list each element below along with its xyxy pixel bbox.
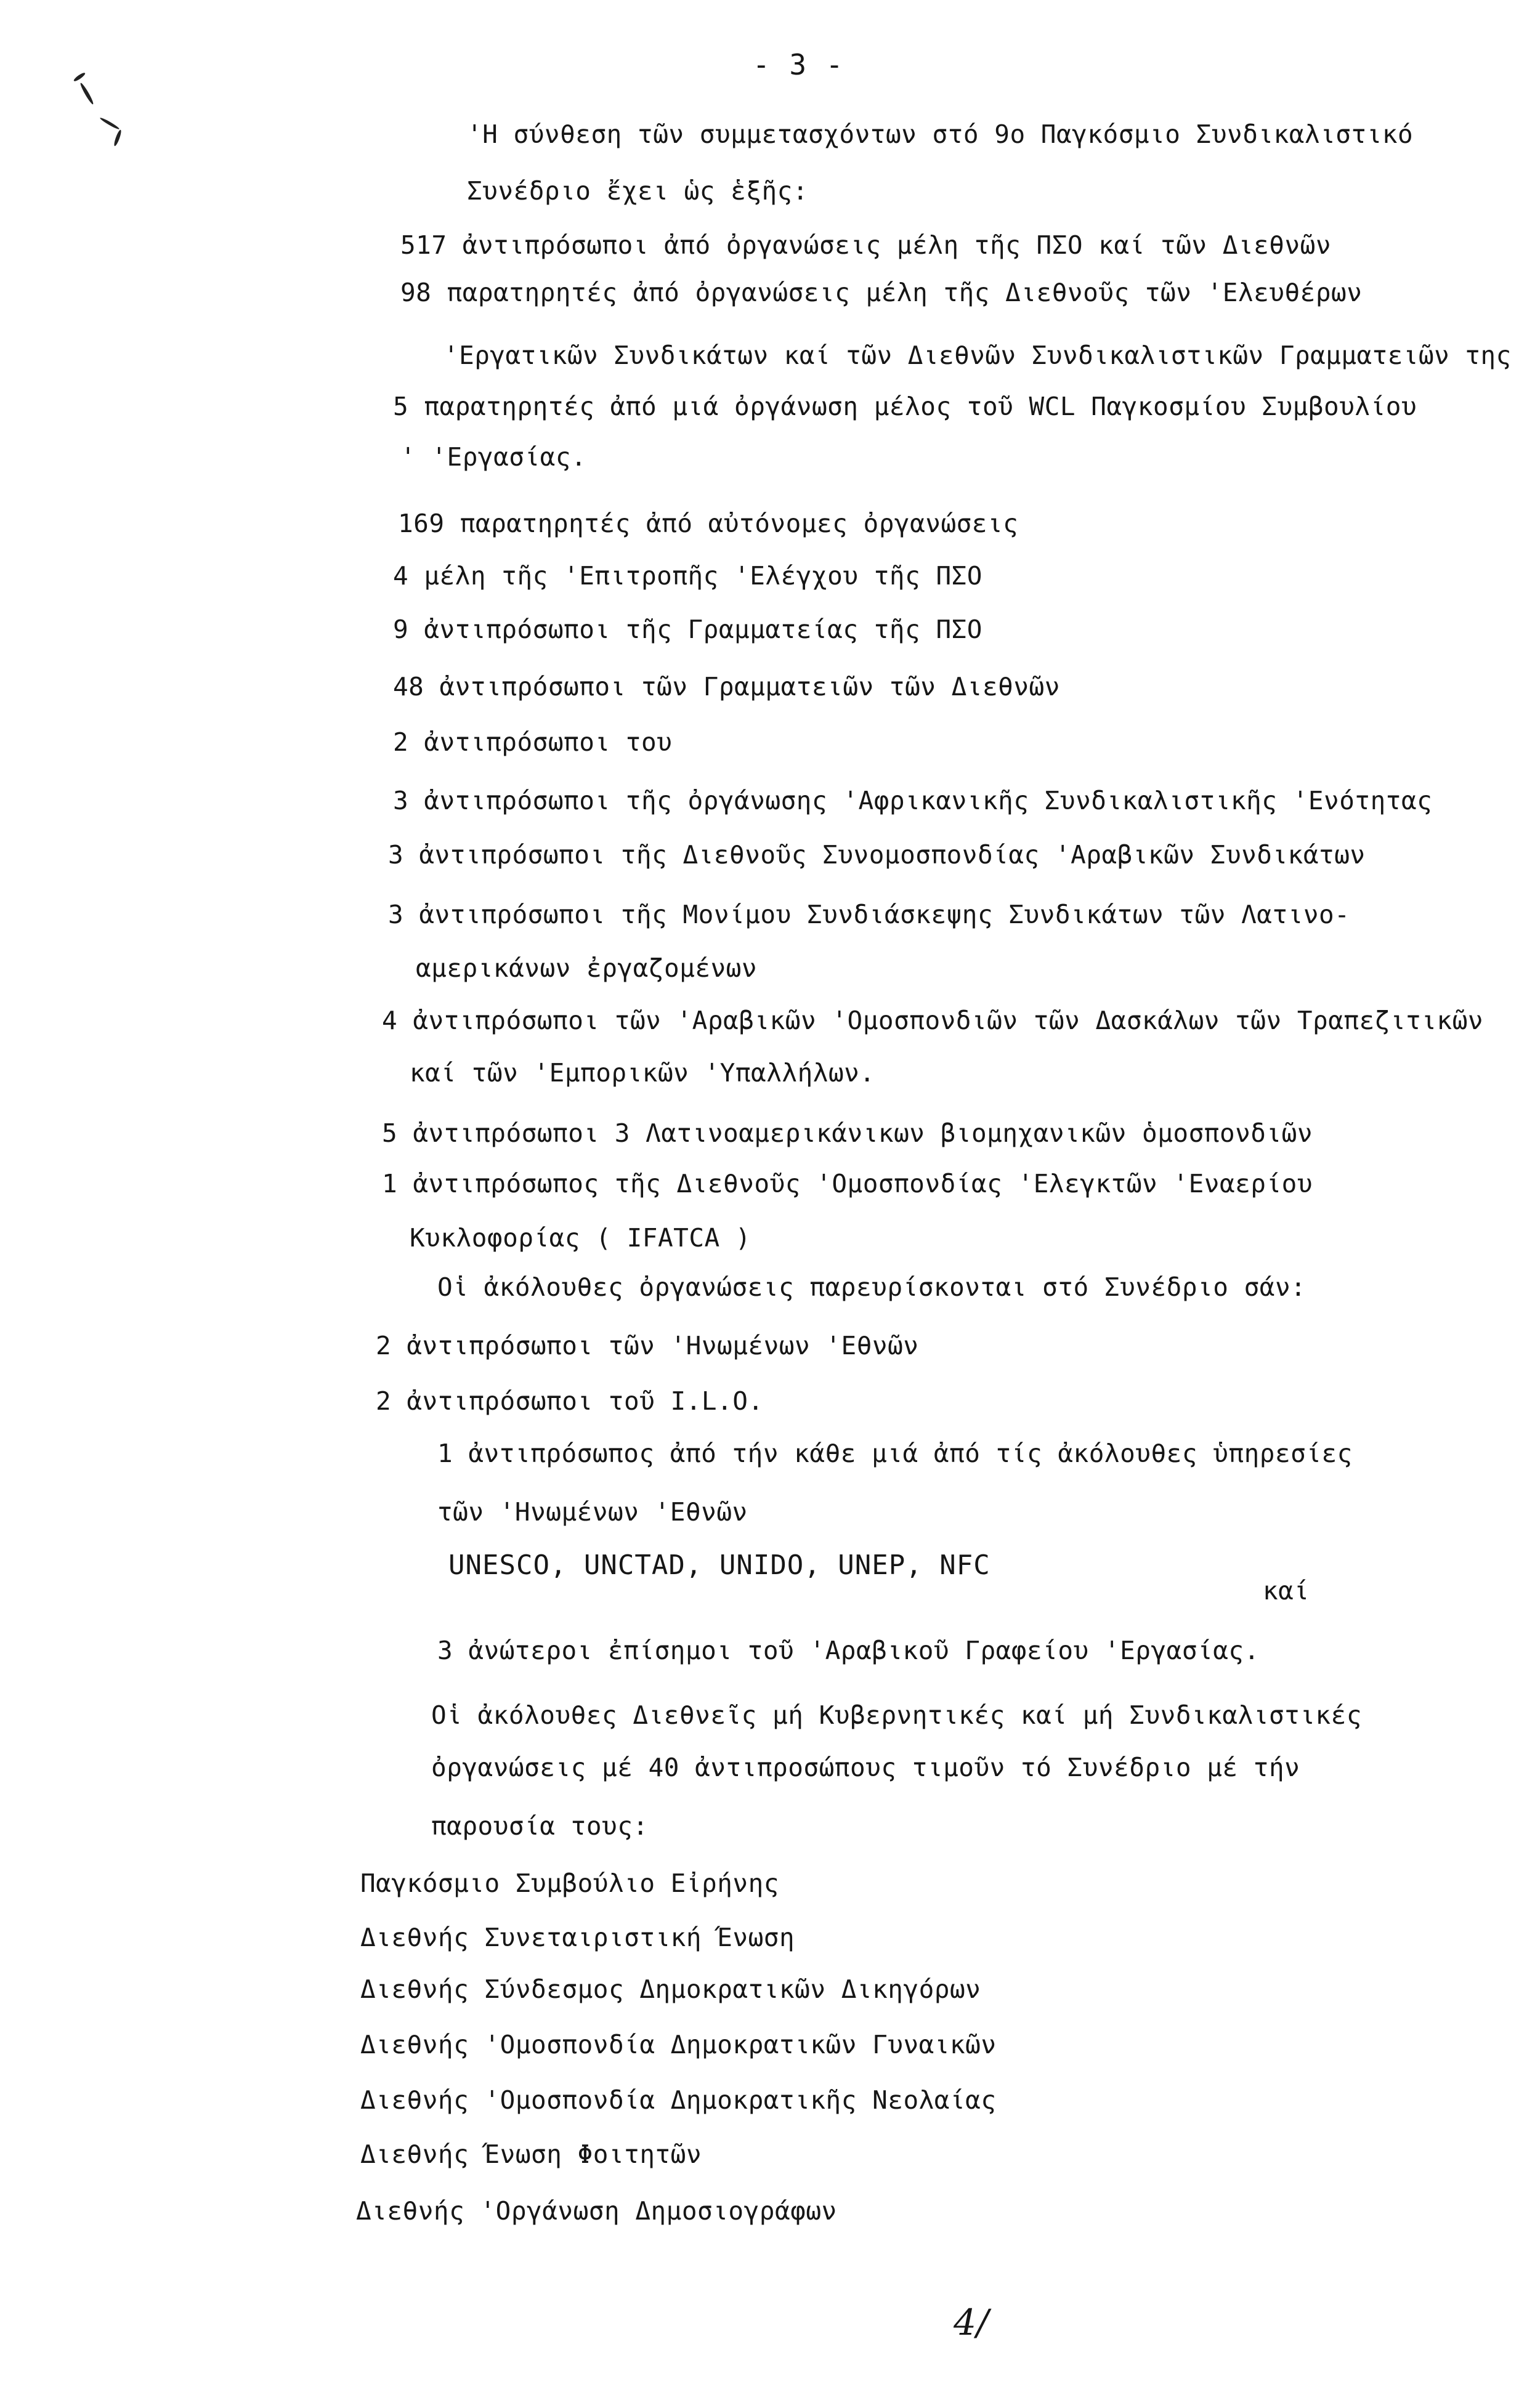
text-line: αμερικάνων ἐργαζομένων <box>416 953 758 983</box>
text-line: Διεθνής Συνεταιριστική Ένωση <box>360 1923 795 1952</box>
text-line: ' 'Εργασίας. <box>400 442 587 472</box>
text-line: Συνέδριο ἔχει ὡς ἑξῆς: <box>467 176 809 206</box>
text-line: 3 ἀνώτεροι ἐπίσημοι τοῦ 'Αραβικοῦ Γραφείου 'Εργασίας. <box>437 1636 1260 1665</box>
text-line: 3 ἀντιπρόσωποι τῆς Μονίμου Συνδιάσκεψης Συνδικάτων τῶν Λατινο- <box>388 900 1350 929</box>
text-line: ὀργανώσεις μέ 40 ἀντιπροσώπους τιμοῦν τό Συνέδριο μέ τήν <box>431 1753 1300 1782</box>
text-line: 3 ἀντιπρόσωποι τῆς Διεθνοῦς Συνομοσπονδίας 'Αραβικῶν Συνδικάτων <box>388 840 1366 870</box>
text-line: 'Η σύνθεση τῶν συμμετασχόντων στό 9ο Παγκόσμιο Συνδικαλιστικό <box>467 119 1414 149</box>
page-number: - 3 - <box>753 48 845 81</box>
text-line: 4 ἀντιπρόσωποι τῶν 'Αραβικῶν 'Ομοσπονδιῶν τῶν Δασκάλων τῶν Τραπεζιτικῶν <box>382 1006 1484 1035</box>
text-line: Οἱ ἀκόλουθες ὀργανώσεις παρευρίσκονται στό Συνέδριο σάν: <box>437 1272 1306 1302</box>
text-line: UNESCO, UNCTAD, UNIDO, UNEP, NFC <box>448 1549 990 1581</box>
text-line: 2 ἀντιπρόσωποι τοῦ I.L.O. <box>376 1386 764 1416</box>
handwritten-page-note: 4/ <box>954 2301 989 2343</box>
text-line: 'Εργατικῶν Συνδικάτων καί τῶν Διεθνῶν Συνδικαλιστικῶν Γραμματειῶν της <box>444 341 1512 370</box>
text-line: τῶν 'Ηνωμένων 'Εθνῶν <box>437 1497 748 1527</box>
text-line: Κυκλοφορίας ( IFATCA ) <box>410 1223 751 1253</box>
text-line: 3 ἀντιπρόσωποι τῆς ὀργάνωσης 'Αφρικανικῆς Συνδικαλιστικῆς 'Ενότητας <box>393 786 1433 815</box>
text-line: 1 ἀντιπρόσωπος τῆς Διεθνοῦς 'Ομοσπονδίας 'Ελεγκτῶν 'Εναερίου <box>382 1169 1313 1198</box>
text-line: 1 ἀντιπρόσωπος ἀπό τήν κάθε μιά ἀπό τίς ἀκόλουθες ὑπηρεσίες <box>437 1439 1353 1468</box>
text-line: 2 ἀντιπρόσωποι του <box>393 727 673 757</box>
text-line: Οἱ ἀκόλουθες Διεθνεῖς μή Κυβερνητικές καί μή Συνδικαλιστικές <box>431 1700 1363 1730</box>
margin-mark <box>99 116 120 130</box>
margin-mark <box>113 129 122 147</box>
text-line: 48 ἀντιπρόσωποι τῶν Γραμματειῶν τῶν Διεθνῶν <box>393 672 1060 701</box>
text-line: Διεθνής 'Ομοσπονδία Δημοκρατικῆς Νεολαίας <box>360 2085 997 2115</box>
text-line: 2 ἀντιπρόσωποι τῶν 'Ηνωμένων 'Εθνῶν <box>376 1331 919 1360</box>
text-line: 5 ἀντιπρόσωποι 3 Λατινοαμερικάνικων βιομηχανικῶν ὁμοσπονδιῶν <box>382 1118 1313 1148</box>
text-line: Διεθνής Ένωση Φοιτητῶν <box>360 2139 702 2169</box>
text-line: 98 παρατηρητές ἀπό ὀργανώσεις μέλη τῆς Διεθνοῦς τῶν 'Ελευθέρων <box>400 278 1363 307</box>
text-line: 5 παρατηρητές ἀπό μιά ὀργάνωση μέλος τοῦ WCL Παγκοσμίου Συμβουλίου <box>393 392 1417 421</box>
text-line: παρουσία τους: <box>431 1811 649 1841</box>
margin-mark <box>79 82 94 105</box>
text-line: 517 ἀντιπρόσωποι ἀπό ὀργανώσεις μέλη τῆς ΠΣΟ καί τῶν Διεθνῶν <box>400 230 1332 260</box>
text-line: 9 ἀντιπρόσωποι τῆς Γραμματείας τῆς ΠΣΟ <box>393 615 982 644</box>
margin-mark <box>73 71 86 83</box>
text-line: 169 παρατηρητές ἀπό αὐτόνομες ὀργανώσεις <box>398 509 1019 538</box>
text-line: Διεθνής 'Ομοσπονδία Δημοκρατικῶν Γυναικῶν <box>360 2030 997 2059</box>
text-line: καί τῶν 'Εμπορικῶν 'Υπαλλήλων. <box>410 1058 875 1088</box>
text-line: Διεθνής 'Οργάνωση Δημοσιογράφων <box>356 2196 837 2226</box>
text-line: Παγκόσμιο Συμβούλιο Εἰρήνης <box>360 1869 779 1898</box>
text-line: 4 μέλη τῆς 'Επιτροπῆς 'Ελέγχου τῆς ΠΣΟ <box>393 561 982 591</box>
text-line: Διεθνής Σύνδεσμος Δημοκρατικῶν Δικηγόρων <box>360 1974 981 2004</box>
text-line: καί <box>1263 1576 1310 1606</box>
